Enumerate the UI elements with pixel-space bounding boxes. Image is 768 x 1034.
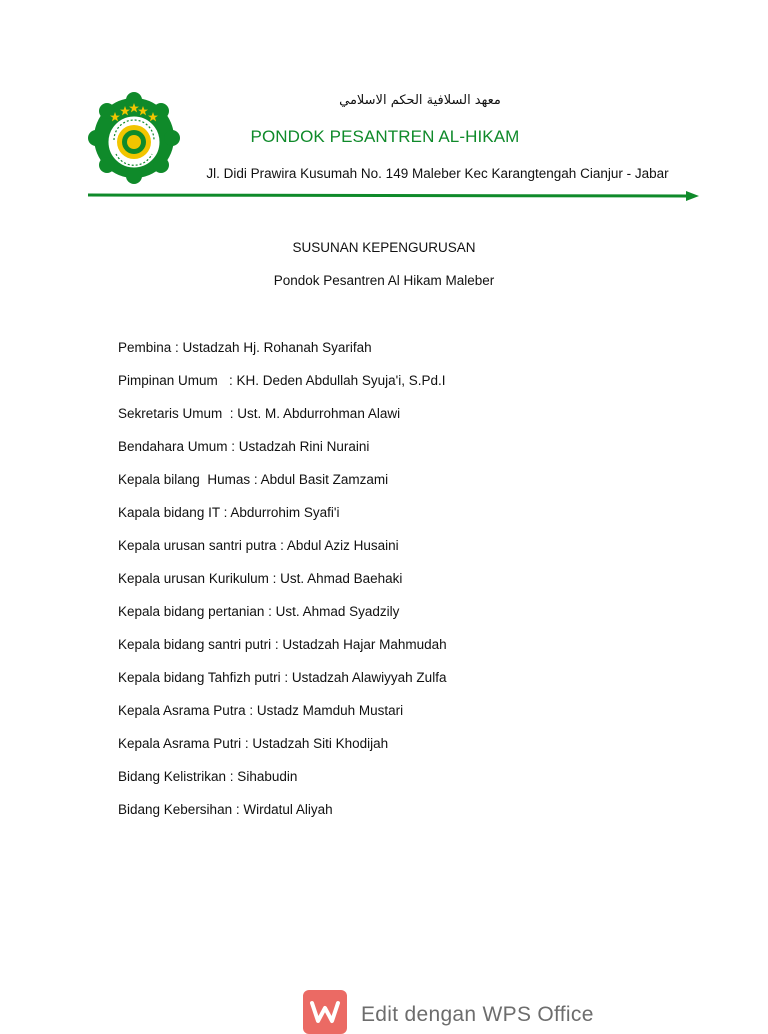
wps-office-icon xyxy=(303,990,347,1034)
roster-item: Bidang Kelistrikan : Sihabudin xyxy=(118,769,298,784)
arabic-school-name: معهد السلافية الحكم الاسلامي xyxy=(339,93,501,108)
roster-item: Kepala bidang pertanian : Ust. Ahmad Syadzily xyxy=(118,604,400,619)
header-divider-arrow xyxy=(88,188,700,204)
management-roster xyxy=(118,339,698,834)
roster-item: Kepala Asrama Putra : Ustadz Mamduh Mustari xyxy=(118,703,404,718)
roster-item: Pembina : Ustadzah Hj. Rohanah Syarifah xyxy=(118,340,372,355)
roster-item: Bendahara Umum : Ustadzah Rini Nuraini xyxy=(118,439,370,454)
roster-item: Pimpinan Umum : KH. Deden Abdullah Syuja'i, S.Pd.I xyxy=(118,373,446,388)
wps-edit-watermark[interactable] xyxy=(303,990,594,1034)
roster-item: Kepala urusan Kurikulum : Ust. Ahmad Baehaki xyxy=(118,571,403,586)
roster-item: Kepala bilang Humas : Abdul Basit Zamzami xyxy=(118,472,389,487)
roster-item: Kepala bidang santri putri : Ustadzah Hajar Mahmudah xyxy=(118,637,447,652)
school-name: PONDOK PESANTREN AL-HIKAM xyxy=(250,127,520,146)
roster-item: Kepala bidang Tahfizh putri : Ustadzah Alawiyyah Zulfa xyxy=(118,670,447,685)
school-emblem-icon xyxy=(88,92,180,184)
school-address: Jl. Didi Prawira Kusumah No. 149 Maleber Kec Karangtengah Cianjur - Jabar xyxy=(206,166,669,181)
document-title: SUSUNAN KEPENGURUSAN xyxy=(292,240,476,255)
roster-item: Kepala Asrama Putri : Ustadzah Siti Khodijah xyxy=(118,736,389,751)
wps-edit-label: Edit dengan WPS Office xyxy=(361,1003,594,1026)
roster-item: Kepala urusan santri putra : Abdul Aziz Husaini xyxy=(118,538,399,553)
document-subtitle: Pondok Pesantren Al Hikam Maleber xyxy=(273,273,495,288)
roster-item: Kapala bidang IT : Abdurrohim Syafi'i xyxy=(118,505,340,520)
roster-item: Bidang Kebersihan : Wirdatul Aliyah xyxy=(118,802,333,817)
roster-item: Sekretaris Umum : Ust. M. Abdurrohman Alawi xyxy=(118,406,401,421)
